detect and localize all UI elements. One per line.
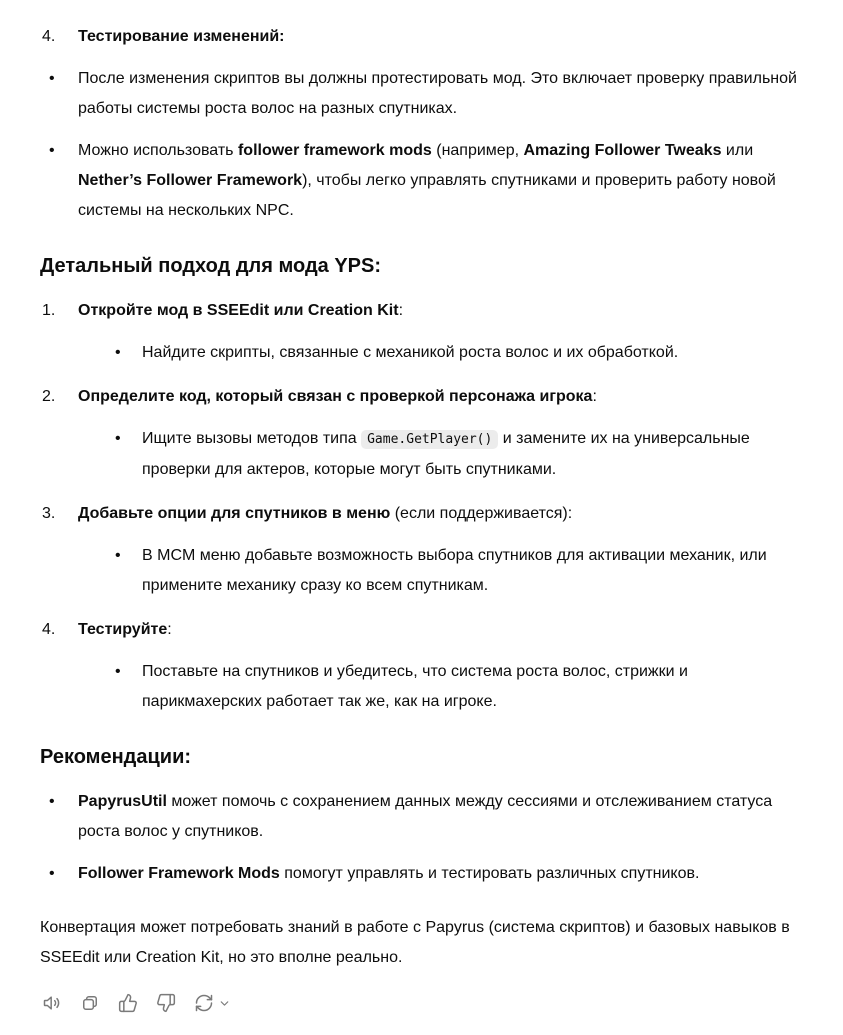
text-run: После изменения скриптов вы должны протестировать мод. Это включает проверку правильной работы системы роста волос на разных спутниках. bbox=[78, 70, 797, 117]
text-run-bold: Follower Framework Mods bbox=[78, 865, 280, 882]
numbered-item-testing bbox=[40, 22, 803, 52]
text-run: или bbox=[721, 142, 754, 159]
bullet-marker: • bbox=[49, 142, 55, 159]
speaker-icon bbox=[42, 993, 62, 1013]
list-item-title bbox=[78, 499, 800, 529]
text-run: может помочь с сохранением данных между сессиями и отслеживанием статуса роста волос у спутников. bbox=[78, 793, 773, 840]
list-number: 2. bbox=[42, 388, 56, 405]
inline-code: Game.GetPlayer() bbox=[361, 430, 498, 449]
numbered-item-identify-code bbox=[40, 382, 803, 412]
bullet-marker: • bbox=[115, 430, 121, 447]
numbered-item-test bbox=[40, 615, 803, 645]
chevron-down-icon bbox=[218, 997, 231, 1010]
list-item-title-rest: : bbox=[398, 302, 404, 319]
numbered-item-add-options bbox=[40, 499, 803, 529]
heading-text: : bbox=[374, 255, 382, 277]
list-item-title-bold: Тестирование изменений: bbox=[78, 28, 285, 45]
closing-paragraph: Конвертация может потребовать знаний в работе с Papyrus (система скриптов) и базовых навыков в SSEEdit или Creation Kit, но это вполне реально. bbox=[40, 919, 790, 966]
copy-button[interactable] bbox=[78, 991, 102, 1015]
bullet-item bbox=[40, 859, 803, 889]
bullet-text bbox=[78, 136, 800, 226]
bullet-text bbox=[78, 859, 800, 889]
text-run-bold: Amazing Follower Tweaks bbox=[523, 142, 722, 159]
list-number: 1. bbox=[42, 302, 56, 319]
section-heading-detailed-approach bbox=[40, 252, 803, 280]
bullet-marker: • bbox=[115, 547, 121, 564]
thumbs-up-icon bbox=[118, 993, 138, 1013]
numbered-item-open-mod bbox=[40, 296, 803, 326]
heading-text-bold: YPS bbox=[334, 255, 375, 277]
list-number: 4. bbox=[42, 28, 56, 45]
sub-bullet-item bbox=[113, 424, 803, 485]
bullet-text bbox=[78, 787, 800, 847]
list-item-title-rest: (если поддерживается): bbox=[390, 505, 573, 522]
bullet-text bbox=[78, 64, 800, 124]
bullet-item bbox=[40, 136, 803, 226]
list-item-title-bold: Определите код, который связан с проверкой персонажа игрока bbox=[78, 388, 593, 405]
section-heading-recommendations: Рекомендации: bbox=[40, 746, 192, 768]
bullet-text bbox=[142, 657, 778, 717]
sub-bullet-item bbox=[113, 338, 803, 368]
list-item-title-rest: : bbox=[167, 621, 172, 638]
list-item-title bbox=[78, 296, 800, 326]
bullet-text bbox=[142, 541, 778, 601]
text-run: (например, bbox=[431, 142, 524, 159]
text-run: Найдите скрипты, связанные с механикой роста волос и их обработкой. bbox=[142, 344, 679, 361]
bullet-marker: • bbox=[49, 865, 55, 882]
regenerate-button[interactable] bbox=[192, 991, 233, 1015]
read-aloud-button[interactable] bbox=[40, 991, 64, 1015]
list-item-title bbox=[78, 615, 800, 645]
heading-text: Детальный подход для мода bbox=[40, 255, 335, 277]
list-item-title-bold: Откройте мод в SSEEdit или Creation Kit bbox=[78, 302, 399, 319]
sub-bullet-item bbox=[113, 657, 803, 717]
bullet-marker: • bbox=[115, 344, 121, 361]
list-item-title bbox=[78, 382, 800, 412]
assistant-message bbox=[40, 22, 803, 1015]
text-run: Поставьте на спутников и убедитесь, что система роста волос, стрижки и парикмахерских работает так же, как на игроке. bbox=[142, 663, 688, 710]
thumbs-down-button[interactable] bbox=[154, 991, 178, 1015]
list-item-title-bold: Добавьте опции для спутников в меню bbox=[78, 505, 391, 522]
bullet-marker: • bbox=[49, 70, 55, 87]
bullet-text bbox=[142, 424, 778, 485]
sub-bullet-item bbox=[113, 541, 803, 601]
list-item-title-rest: : bbox=[592, 388, 597, 405]
list-item-title-bold: Тестируйте bbox=[78, 621, 168, 638]
list-number: 3. bbox=[42, 505, 56, 522]
text-run: ), чтобы легко управлять спутниками и проверить работу новой системы на нескольких NPC. bbox=[78, 172, 776, 219]
thumbs-down-icon bbox=[156, 993, 176, 1013]
text-run-bold: PapyrusUtil bbox=[78, 793, 167, 810]
list-number: 4. bbox=[42, 621, 56, 638]
text-run-bold: follower framework mods bbox=[237, 142, 432, 159]
text-run-bold: Nether’s Follower Framework bbox=[78, 172, 303, 189]
text-run: Можно использовать bbox=[78, 142, 238, 159]
bullet-item bbox=[40, 64, 803, 124]
bullet-marker: • bbox=[115, 663, 121, 680]
text-run: помогут управлять и тестировать различных спутников. bbox=[279, 865, 700, 882]
list-item-title bbox=[78, 22, 800, 52]
text-run: В MCM меню добавьте возможность выбора спутников для активации механик, или примените механику сразу ко всем спутникам. bbox=[142, 547, 767, 594]
copy-icon bbox=[80, 993, 100, 1013]
bullet-marker: • bbox=[49, 793, 55, 810]
text-run: и замените их на универсальные проверки для актеров, которые могут быть спутниками. bbox=[142, 430, 750, 478]
text-run: Ищите вызовы методов типа bbox=[142, 430, 362, 447]
bullet-text bbox=[142, 338, 778, 368]
message-action-bar bbox=[40, 991, 803, 1015]
bullet-item bbox=[40, 787, 803, 847]
regenerate-icon bbox=[194, 993, 214, 1013]
thumbs-up-button[interactable] bbox=[116, 991, 140, 1015]
